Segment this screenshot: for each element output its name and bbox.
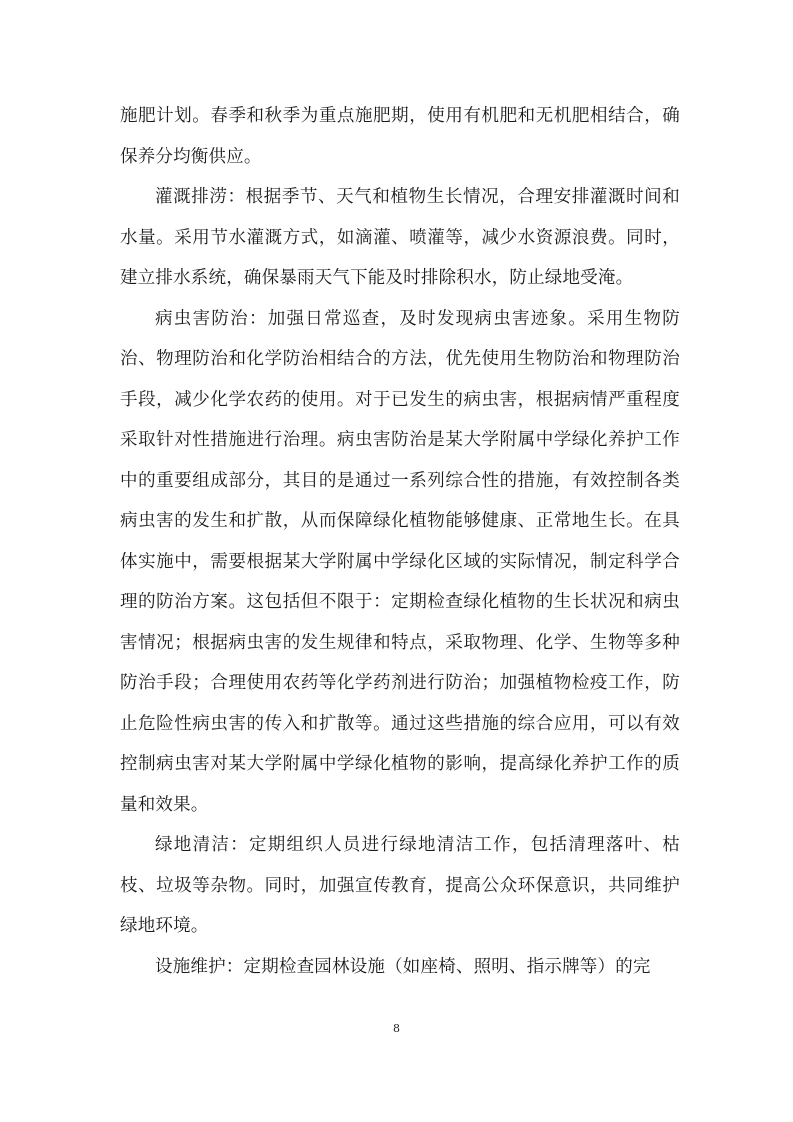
paragraph-facility-maintenance: 设施维护：定期检查园林设施（如座椅、照明、指示牌等）的完	[155, 956, 651, 977]
paragraph-green-space-cleaning: 绿地清洁：定期组织人员进行绿地清洁工作，包括清理落叶、枯枝、垃圾等杂物。同时，加强宣传教育，提高公众环保意识，共同维护绿地环境。	[120, 835, 680, 936]
paragraph-fertilizing-continuation: 施肥计划。春季和秋季为重点施肥期，使用有机肥和无机肥相结合，确保养分均衡供应。	[120, 106, 680, 167]
page-number: 8	[393, 1022, 400, 1035]
paragraph-pest-control: 病虫害防治：加强日常巡查，及时发现病虫害迹象。采用生物防治、物理防治和化学防治相结合的方法，优先使用生物防治和物理防治手段，减少化学农药的使用。对于已发生的病虫害，根据病情严重程度采取针对性措施进行治理。病虫害防治是某大学附属中学绿化养护工作中的重要组成部分，其目的是通过一系列综合性的措施，有效控制各类病虫害的发生和扩散，从而保障绿化植物能够健康、正常地生长。在具体实施中，需要根据某大学附属中学绿化区域的实际情况，制定科学合理的防治方案。这包括但不限于：定期检查绿化植物的生长状况和病虫害情况；根据病虫害的发生规律和特点，采取物理、化学、生物等多种防治手段；合理使用农药等化学药剂进行防治；加强植物检疫工作，防止危险性病虫害的传入和扩散等。通过这些措施的综合应用，可以有效控制病虫害对某大学附属中学绿化植物的影响，提高绿化养护工作的质量和效果。	[120, 308, 680, 815]
paragraph-irrigation-drainage: 灌溉排涝：根据季节、天气和植物生长情况，合理安排灌溉时间和水量。采用节水灌溉方式，如滴灌、喷灌等，减少水资源浪费。同时，建立排水系统，确保暴雨天气下能及时排除积水，防止绿地受淹。	[120, 187, 680, 288]
document-body	[120, 96, 680, 987]
